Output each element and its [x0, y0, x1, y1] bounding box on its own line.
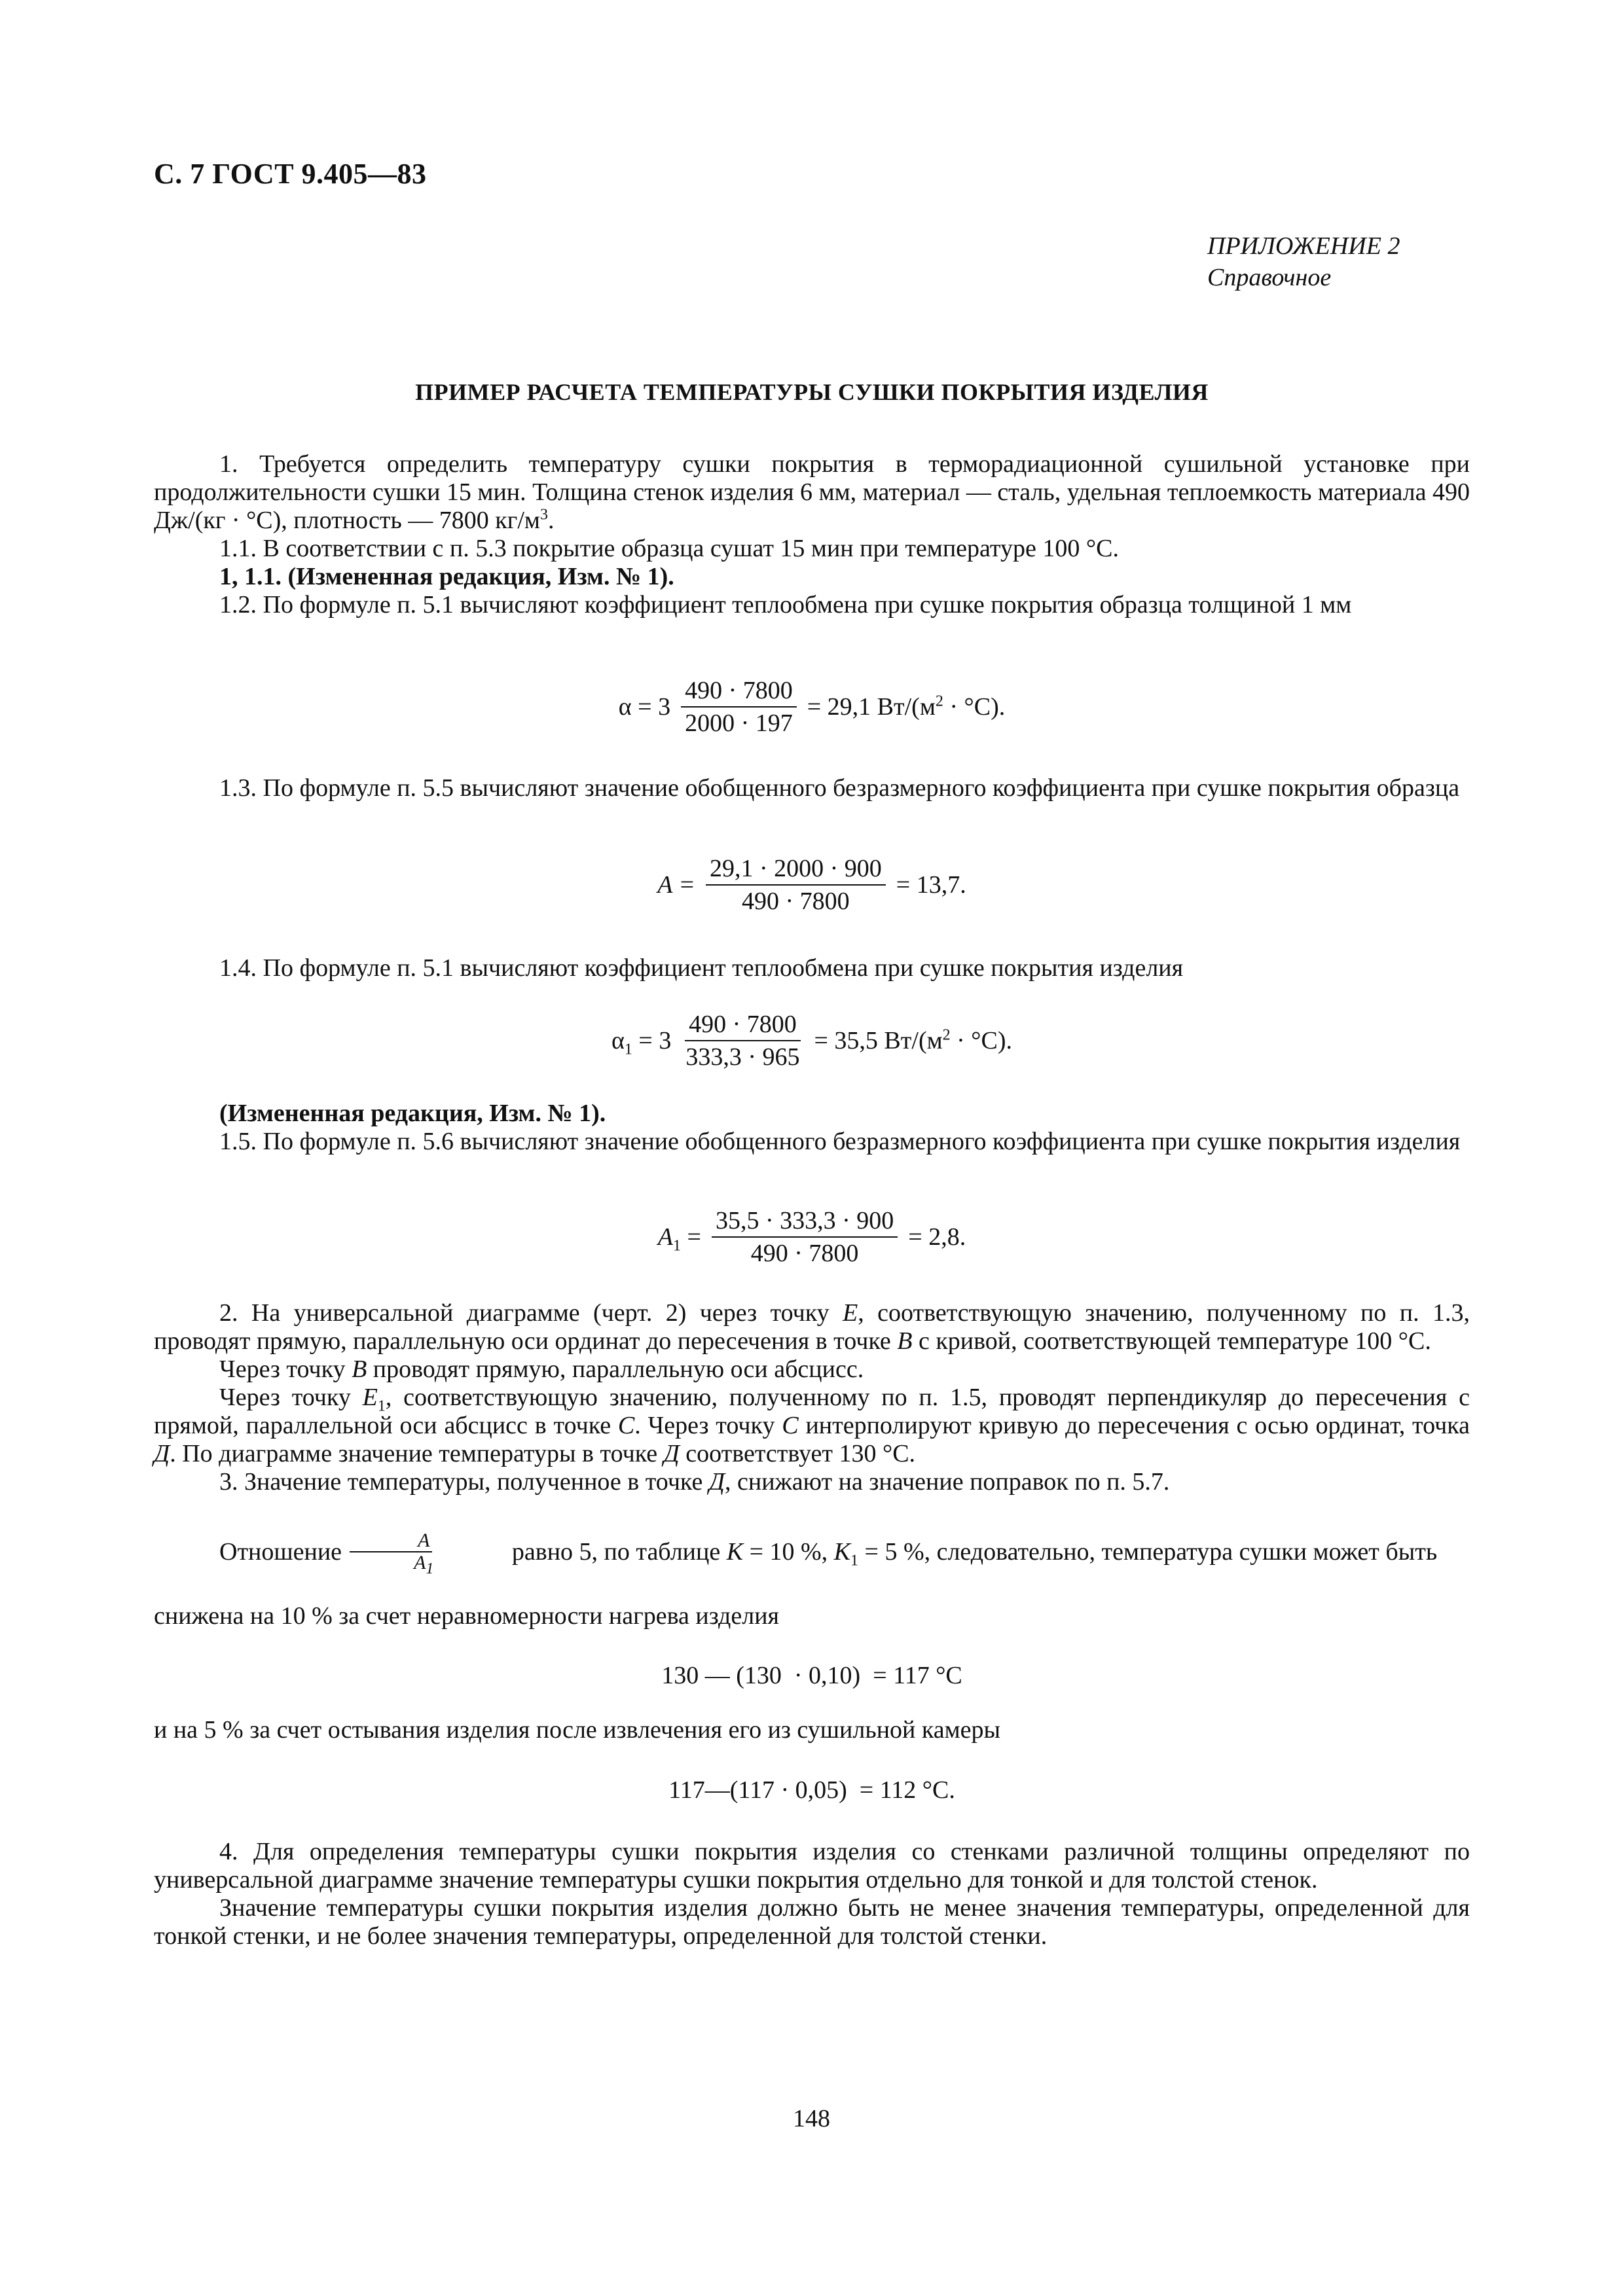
appendix-label — [1207, 230, 1456, 293]
edit-note-2: (Измененная редакция, Изм. № 1). — [219, 1100, 606, 1127]
formula-alpha: α = 3 $\frac{490 \cdot 7800}{2000 \cdot 197}$ = 29,1 $Вт/(м^2 \cdot ^\circ С)$. — [618, 677, 1006, 737]
formula-temp-2: 117—(117 · 0,05) = 112 °С. — [668, 1776, 955, 1804]
paragraph-1-4: 1.4. По формуле п. 5.1 вычисляют коэффициент теплообмена при сушке покрытия изделия — [219, 954, 1184, 982]
paragraph-1-5: 1.5. По формуле п. 5.6 вычисляют значение обобщенного безразмерного коэффициента при сушке покрытия изделия — [219, 1128, 1461, 1155]
paragraph-4: 4. Для определения температуры сушки покрытия изделия со стенками различной толщины определяют по универсальной диаграмме значение температуры сушки покрытия отдельно для тонкой и для толстой стенок. — [154, 1838, 1470, 1893]
text-block-8 — [154, 1838, 1470, 1950]
appendix-type: Справочное — [1207, 264, 1332, 291]
paragraph-1-2: 1.2. По формуле п. 5.1 вычисляют коэффициент теплообмена при сушке покрытия образца толщиной 1 мм — [219, 591, 1352, 619]
formula-alpha1: $\alpha_1 = 3$ $\frac{490 \cdot 7800}{333,3 \cdot 965}$ = 35,5 $Вт/(м^2 \cdot ^\circ С)$. — [611, 1011, 1013, 1071]
formula-fraction: $\frac{35,5 \cdot 333,3 \cdot 900}{490 \cdot 7800}$ — [712, 1206, 898, 1268]
paragraph-3-ratio: Отношение $\frac{A}{A_1}$ равно 5, по таблице K = 10 %, $K_1 = 5$ %, следовательно, температура сушки может быть — [219, 1530, 1438, 1577]
document-header: С. 7 ГОСТ 9.405—83 — [154, 158, 427, 190]
paragraph-1-3: 1.3. По формуле п. 5.5 вычисляют значение обобщенного безразмерного коэффициента при сушке покрытия образца — [219, 774, 1460, 802]
text-block-1 — [154, 450, 1470, 619]
paragraph-3: 3. Значение температуры, полученное в точке Д, снижают на значение поправок по п. 5.7. — [219, 1468, 1170, 1496]
paragraph-1: 1. Требуется определить температуру сушки покрытия в терморадиационной сушильной установке при продолжительности сушки 15 мин. Толщина стенок изделия 6 мм, материал — сталь, удельная теплоемкость материала 490 Дж/(кг · °С), плотность — 7800 $кг/м^3$. — [154, 450, 1470, 534]
ratio-fraction: $\frac{A}{A_1}$ — [346, 1530, 436, 1573]
formula-fraction: $\frac{490 \cdot 7800}{2000 \cdot 197}$ — [681, 676, 797, 738]
formula-A: A = $\frac{29,1 \cdot 2000 \cdot 900}{490 \cdot 7800}$ = 13,7. — [657, 855, 966, 915]
formula-A1: $A_1$ = $\frac{35,5 \cdot 333,3 \cdot 900}{490 \cdot 7800}$ = 2,8. — [657, 1207, 966, 1267]
appendix-number: ПРИЛОЖЕНИЕ 2 — [1207, 232, 1400, 260]
text-block-5 — [154, 1299, 1470, 1496]
document-title: ПРИМЕР РАСЧЕТА ТЕМПЕРАТУРЫ СУШКИ ПОКРЫТИЯ ИЗДЕЛИЯ — [415, 379, 1209, 405]
edit-note-1: 1, 1.1. (Измененная редакция, Изм. № 1). — [219, 563, 674, 590]
paragraph-2: 2. На универсальной диаграмме (черт. 2) через точку E, соответствующую значению, полученному по п. 1.3, проводят прямую, параллельную оси ординат до пересечения в точке B с кривой, соответствующей температуре 100 °С. — [154, 1299, 1470, 1355]
text-block-4 — [154, 1100, 1470, 1156]
paragraph-2-c: Через точку $E_1$, соответствующую значению, полученному по п. 1.5, проводят перпендикуляр до пересечения с прямой, параллельной оси абсцисс в точке C. Через точку C интерполируют кривую до пересечения с осью ординат, точка Д. По диаграмме значение температуры в точке Д соответствует 130 °С. — [154, 1384, 1470, 1467]
text-block-7 — [154, 1716, 1470, 1744]
formula-temp-1: 130 — (130 · 0,10) = 117 °С — [661, 1662, 962, 1689]
paragraph-1-1: 1.1. В соответствии с п. 5.3 покрытие образца сушат 15 мин при температуре 100 °С. — [219, 535, 1119, 562]
text-block-6 — [154, 1602, 1470, 1630]
paragraph-2-b: Через точку B проводят прямую, параллельную оси абсцисс. — [219, 1355, 864, 1383]
text-block-3 — [154, 954, 1470, 982]
paragraph-4-b: Значение температуры сушки покрытия изделия должно быть не менее значения температуры, определенной для тонкой стенки, и не более значения температуры, определенной для толстой стенки. — [154, 1894, 1470, 1950]
paragraph-3-cont2: и на 5 % за счет остывания изделия после извлечения его из сушильной камеры — [154, 1716, 1001, 1744]
paragraph-3-cont: снижена на 10 % за счет неравномерности нагрева изделия — [154, 1602, 780, 1630]
text-block-ratio — [154, 1530, 1470, 1577]
page-number: 148 — [793, 2105, 830, 2132]
text-block-2 — [154, 774, 1470, 802]
formula-fraction: $\frac{29,1 \cdot 2000 \cdot 900}{490 \cdot 7800}$ — [706, 854, 886, 916]
formula-fraction: $\frac{490 \cdot 7800}{333,3 \cdot 965}$ — [685, 1011, 800, 1071]
